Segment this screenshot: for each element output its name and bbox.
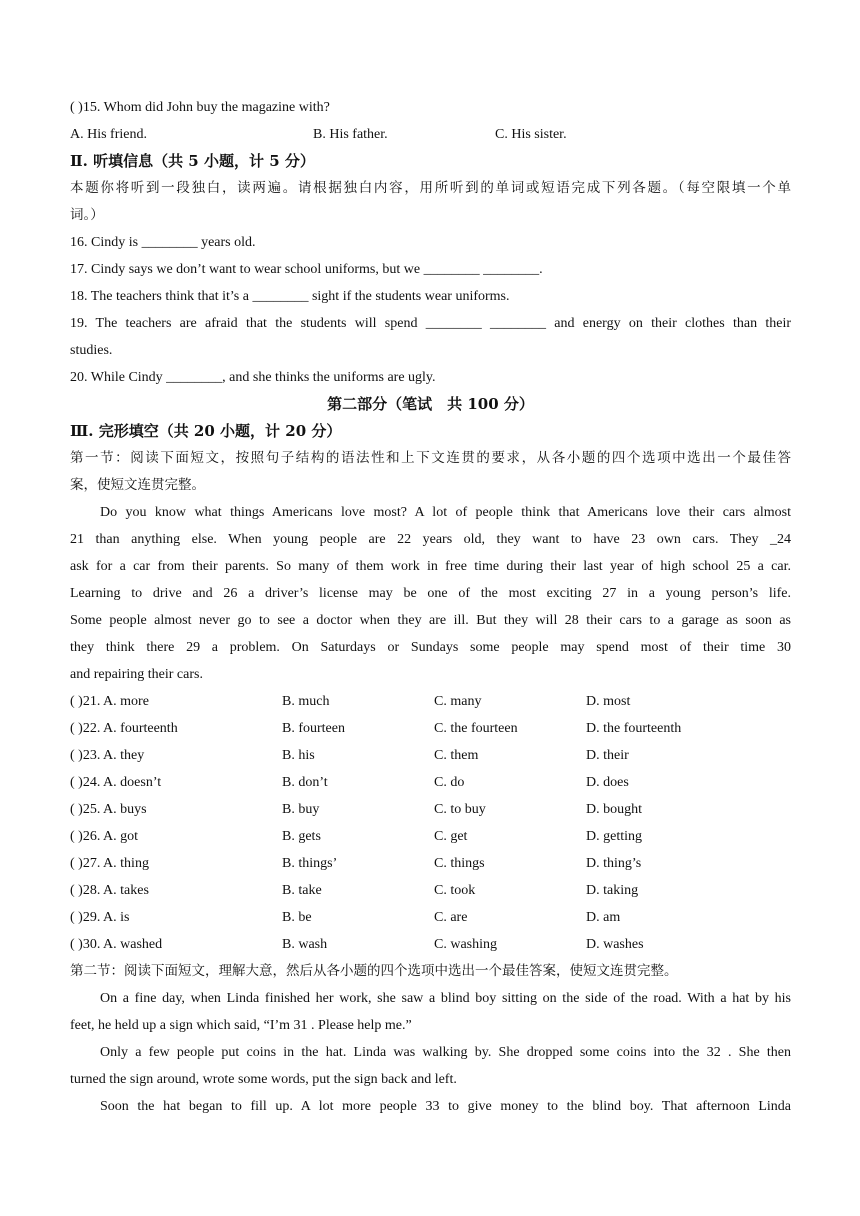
question-row: [70, 769, 791, 796]
option-c: C. many: [434, 694, 482, 709]
part2-heading: Ⅱ. 听填信息（共 5 小题，计 5 分）: [70, 152, 315, 170]
passage1-line: Do you know what things Americans love most? A lot of people think that Americans love their cars almost: [100, 505, 791, 520]
option-d: D. bought: [586, 802, 642, 817]
option-b: B. wash: [282, 937, 328, 952]
question-15-stem: ( )15. Whom did John buy the magazine with?: [70, 100, 330, 115]
written-part-title: 第二部分（笔试 共 100 分）: [327, 395, 534, 413]
option-b: B. much: [282, 694, 330, 709]
part2-instruction-line2: 词。）: [70, 207, 104, 223]
question-16: 16. Cindy is ________ years old.: [70, 235, 256, 250]
question-18: 18. The teachers think that it’s a ________ sight if the students wear uniforms.: [70, 289, 510, 304]
option-c: C. things: [434, 856, 485, 871]
question-stem: ( )25. A. buys: [70, 802, 147, 817]
option-b: B. buy: [282, 802, 320, 817]
option-c: C. do: [434, 775, 465, 790]
option-b: B. things’: [282, 856, 338, 871]
option-c: C. the fourteen: [434, 721, 518, 736]
option-b: B. fourteen: [282, 721, 345, 736]
option-d: D. am: [586, 910, 621, 925]
question-stem: ( )27. A. thing: [70, 856, 149, 871]
passage1-line: Learning to drive and 26 a driver’s license may be one of the most exciting 27 in a young person’s life.: [70, 586, 791, 601]
option-c: C. washing: [434, 937, 497, 952]
question-stem: ( )30. A. washed: [70, 937, 163, 952]
option-d: D. getting: [586, 829, 642, 844]
question-row: [70, 742, 791, 769]
question-stem: ( )26. A. got: [70, 829, 139, 844]
option-d: D. their: [586, 748, 629, 763]
question-20: 20. While Cindy ________, and she thinks the uniforms are ugly.: [70, 370, 436, 385]
section1-instruction-line2: 案，使短文连贯完整。: [70, 477, 205, 493]
option-d: D. most: [586, 694, 631, 709]
option-c: C. them: [434, 748, 479, 763]
option-d: D. does: [586, 775, 629, 790]
question-row: [70, 796, 791, 823]
option-c: C. to buy: [434, 802, 486, 817]
question-stem: ( )29. A. is: [70, 910, 130, 925]
question-stem: ( )22. A. fourteenth: [70, 721, 178, 736]
option-c: C. took: [434, 883, 476, 898]
part3-heading: Ⅲ. 完形填空（共 20 小题，计 20 分）: [70, 422, 342, 440]
passage1-line: and repairing their cars.: [70, 667, 203, 682]
q15-option-a: A. His friend.: [70, 127, 147, 142]
question-stem: ( )28. A. takes: [70, 883, 149, 898]
option-b: B. take: [282, 883, 322, 898]
part2-instruction-line1: 本题你将听到一段独白，读两遍。请根据独白内容，用所听到的单词或短语完成下列各题。（每空限填一个单: [70, 180, 791, 196]
exam-page: [70, 94, 791, 1120]
passage1-line: they think there 29 a problem. On Saturdays or Sundays some people may spend most of their time 30: [70, 640, 791, 655]
q15-option-b: B. His father.: [313, 127, 388, 142]
option-d: D. washes: [586, 937, 644, 952]
passage2-line: feet, he held up a sign which said, “I’m 31 . Please help me.”: [70, 1018, 412, 1033]
question-row: [70, 715, 791, 742]
option-d: D. the fourteenth: [586, 721, 682, 736]
passage2-line: Soon the hat began to fill up. A lot more people 33 to give money to the blind boy. That afternoon Linda: [100, 1099, 791, 1114]
question-row: [70, 931, 791, 958]
passage1-line: 21 than anything else. When young people are 22 years old, they want to have 23 own cars. They _24: [70, 532, 791, 547]
option-b: B. don’t: [282, 775, 328, 790]
question-19-line2: studies.: [70, 343, 113, 358]
passage1-line: ask for a car from their parents. So many of them work in free time during their last year of high school 25 a car.: [70, 559, 791, 574]
option-c: C. get: [434, 829, 468, 844]
option-c: C. are: [434, 910, 468, 925]
q15-option-c: C. His sister.: [495, 127, 567, 142]
option-d: D. taking: [586, 883, 639, 898]
question-row: [70, 823, 791, 850]
section1-instruction-line1: 第一节：阅读下面短文，按照句子结构的语法性和上下文连贯的要求，从各小题的四个选项中选出一个最佳答: [70, 450, 791, 466]
question-row: [70, 688, 791, 715]
passage2-line: On a fine day, when Linda finished her work, she saw a blind boy sitting on the side of the road. With a hat by his: [100, 991, 791, 1006]
question-row: [70, 877, 791, 904]
section2-instruction: 第二节：阅读下面短文，理解大意，然后从各小题的四个选项中选出一个最佳答案，使短文连贯完整。: [70, 963, 678, 979]
question-stem: ( )24. A. doesn’t: [70, 775, 162, 790]
passage1-line: Some people almost never go to see a doctor when they are ill. But they will 28 their cars to a garage as soon as: [70, 613, 791, 628]
question-stem: ( )21. A. more: [70, 694, 149, 709]
question-17: 17. Cindy says we don’t want to wear school uniforms, but we ________ ________.: [70, 262, 543, 277]
option-b: B. his: [282, 748, 315, 763]
passage2-line: turned the sign around, wrote some words, put the sign back and left.: [70, 1072, 457, 1087]
question-15-options: [70, 121, 791, 148]
option-b: B. be: [282, 910, 312, 925]
option-b: B. gets: [282, 829, 321, 844]
option-d: D. thing’s: [586, 856, 642, 871]
passage2-line: Only a few people put coins in the hat. Linda was walking by. She dropped some coins into the 32 . She then: [100, 1045, 791, 1060]
question-stem: ( )23. A. they: [70, 748, 145, 763]
question-19-line1: 19. The teachers are afraid that the students will spend ________ ________ and energy on their clothes than their: [70, 316, 791, 331]
question-row: [70, 904, 791, 931]
question-row: [70, 850, 791, 877]
